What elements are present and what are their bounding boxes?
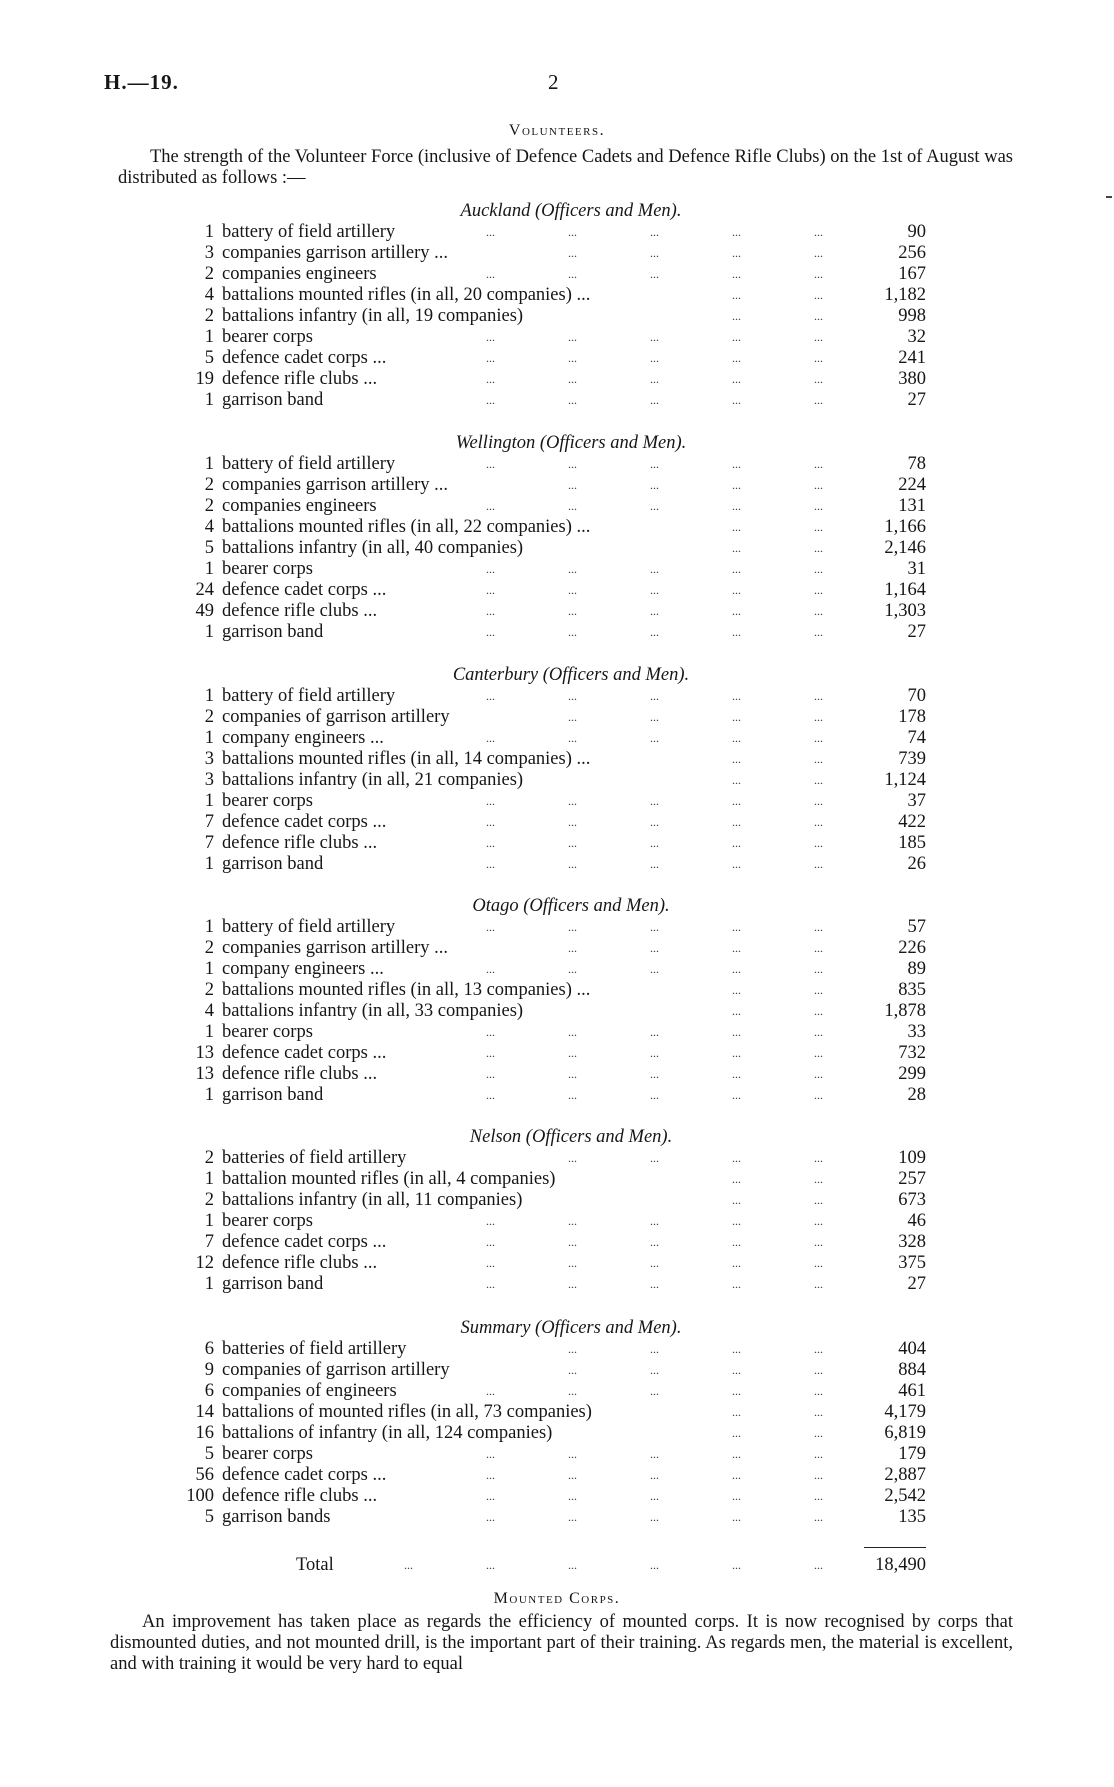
strength-value: 33: [907, 1022, 926, 1042]
strength-value: 57: [907, 917, 926, 937]
table-row: [0, 1064, 1114, 1085]
unit-description: companies garrison artillery ...: [222, 475, 449, 495]
leader-dots: ... ... ... ... ...: [486, 372, 823, 386]
mounted-corps-title: Mounted Corps.: [493, 1590, 621, 1607]
unit-count: 2: [204, 475, 214, 495]
document-code: H.—19.: [104, 70, 179, 94]
unit-count: 1: [204, 622, 214, 642]
table-row: [0, 1507, 1114, 1528]
table-row: [0, 1190, 1114, 1211]
table-row: [0, 306, 1114, 327]
leader-dots: ... ...: [732, 983, 823, 997]
unit-description: battalions infantry (in all, 19 companies): [222, 306, 524, 326]
total-row: [0, 1553, 1114, 1577]
section-heading: Otago (Officers and Men).: [472, 896, 670, 916]
table-row: [0, 601, 1114, 622]
strength-value: 185: [898, 833, 926, 853]
strength-value: 89: [907, 959, 926, 979]
strength-value: 26: [907, 854, 926, 874]
unit-count: 1: [204, 327, 214, 347]
unit-count: 4: [204, 285, 214, 305]
unit-description: defence rifle clubs ...: [222, 1486, 378, 1506]
intro-text: The strength of the Volunteer Force (inclusive of Defence Cadets and Defence Rifle Clubs) on the 1st of August was distributed as follows :—: [118, 147, 1013, 188]
section-0: [0, 200, 1114, 411]
unit-count: 1: [204, 454, 214, 474]
strength-value: 998: [898, 306, 926, 326]
table-row: [0, 1211, 1114, 1232]
strength-value: 28: [907, 1085, 926, 1105]
table-row: [0, 833, 1114, 854]
strength-value: 4,179: [884, 1402, 926, 1422]
table-row: [0, 285, 1114, 306]
table-row: [0, 1148, 1114, 1169]
unit-description: defence cadet corps ...: [222, 812, 387, 832]
table-row: [0, 749, 1114, 770]
unit-count: 4: [204, 1001, 214, 1021]
section-5: [0, 1317, 1114, 1528]
table-row: [0, 1274, 1114, 1295]
unit-description: company engineers ...: [222, 728, 384, 748]
table-row: [0, 791, 1114, 812]
leader-dots: ... ... ... ... ...: [486, 1384, 823, 1398]
leader-dots: ... ...: [732, 520, 823, 534]
leader-dots: ... ... ... ... ...: [486, 962, 823, 976]
unit-description: defence rifle clubs ...: [222, 833, 378, 853]
unit-count: 2: [204, 306, 214, 326]
table-row: [0, 1339, 1114, 1360]
table-row: [0, 348, 1114, 369]
table-row: [0, 222, 1114, 243]
unit-count: 1: [204, 1022, 214, 1042]
strength-value: 37: [907, 791, 926, 811]
unit-count: 14: [195, 1402, 214, 1422]
leader-dots: ... ...: [732, 773, 823, 787]
leader-dots: ... ... ... ... ...: [486, 1214, 823, 1228]
volunteers-title: Volunteers.: [508, 122, 606, 139]
table-row: [0, 980, 1114, 1001]
strength-value: 27: [907, 1274, 926, 1294]
unit-description: defence cadet corps ...: [222, 580, 387, 600]
leader-dots: ... ... ... ...: [568, 1363, 823, 1377]
unit-count: 5: [204, 348, 214, 368]
table-row: [0, 454, 1114, 475]
unit-description: garrison band: [222, 622, 324, 642]
strength-value: 109: [898, 1148, 926, 1168]
unit-count: 4: [204, 517, 214, 537]
strength-value: 167: [898, 264, 926, 284]
table-row: [0, 327, 1114, 348]
section-heading: Canterbury (Officers and Men).: [452, 665, 690, 685]
leader-dots: ... ... ... ...: [568, 1151, 823, 1165]
unit-count: 49: [195, 601, 214, 621]
table-row: [0, 770, 1114, 791]
strength-value: 257: [898, 1169, 926, 1189]
unit-description: defence rifle clubs ...: [222, 369, 378, 389]
unit-count: 1: [204, 959, 214, 979]
unit-count: 24: [195, 580, 214, 600]
unit-count: 12: [195, 1253, 214, 1273]
table-row: [0, 243, 1114, 264]
strength-value: 131: [898, 496, 926, 516]
leader-dots: ... ... ... ... ...: [486, 920, 823, 934]
leader-dots: ... ...: [732, 1426, 823, 1440]
leader-dots: ... ... ... ... ...: [486, 1489, 823, 1503]
unit-description: battalions infantry (in all, 40 companies): [222, 538, 524, 558]
leader-dots: ... ...: [732, 309, 823, 323]
table-row: [0, 812, 1114, 833]
section-4: [0, 1126, 1114, 1295]
table-row: [0, 496, 1114, 517]
leader-dots: ... ... ... ... ...: [486, 499, 823, 513]
unit-count: 5: [204, 538, 214, 558]
strength-value: 224: [898, 475, 926, 495]
leader-dots: ... ... ... ... ...: [486, 562, 823, 576]
table-row: [0, 1232, 1114, 1253]
unit-count: 7: [204, 1232, 214, 1252]
page-number: 2: [548, 70, 559, 94]
unit-description: battery of field artillery: [222, 686, 396, 706]
strength-value: 1,878: [884, 1001, 926, 1021]
table-row: [0, 1423, 1114, 1444]
leader-dots: ... ... ... ... ...: [486, 1046, 823, 1060]
strength-value: 1,164: [884, 580, 926, 600]
table-row: [0, 1486, 1114, 1507]
strength-value: 404: [898, 1339, 926, 1359]
leader-dots: ... ...: [732, 1004, 823, 1018]
leader-dots: ... ... ... ... ...: [486, 794, 823, 808]
unit-count: 9: [204, 1360, 214, 1380]
unit-description: bearer corps: [222, 791, 313, 811]
volunteers-intro: [118, 147, 1013, 189]
unit-count: 19: [195, 369, 214, 389]
unit-description: company engineers ...: [222, 959, 384, 979]
table-row: [0, 1169, 1114, 1190]
unit-count: 1: [204, 390, 214, 410]
strength-value: 299: [898, 1064, 926, 1084]
unit-description: battalions of infantry (in all, 124 companies): [222, 1423, 553, 1443]
unit-description: defence cadet corps ...: [222, 1043, 387, 1063]
strength-value: 673: [898, 1190, 926, 1210]
margin-mark: [1106, 196, 1112, 198]
unit-count: 7: [204, 833, 214, 853]
leader-dots: ... ... ... ... ...: [486, 1025, 823, 1039]
table-row: [0, 517, 1114, 538]
table-row: [0, 1253, 1114, 1274]
leader-dots: ... ... ... ... ...: [486, 836, 823, 850]
section-3: [0, 895, 1114, 1106]
leader-dots: ... ... ... ... ...: [486, 1277, 823, 1291]
total-value: 18,490: [875, 1555, 926, 1575]
unit-count: 3: [204, 749, 214, 769]
leader-dots: ... ... ... ... ...: [486, 1447, 823, 1461]
unit-count: 6: [204, 1381, 214, 1401]
unit-count: 1: [204, 1274, 214, 1294]
unit-count: 2: [204, 707, 214, 727]
unit-description: garrison band: [222, 390, 324, 410]
leader-dots: ... ... ... ... ...: [486, 583, 823, 597]
leader-dots: ... ... ... ... ...: [486, 1235, 823, 1249]
unit-description: defence cadet corps ...: [222, 1232, 387, 1252]
strength-value: 461: [898, 1381, 926, 1401]
leader-dots: ... ... ... ...: [568, 246, 823, 260]
unit-description: garrison band: [222, 1085, 324, 1105]
leader-dots: ... ... ... ... ...: [486, 689, 823, 703]
table-row: [0, 1001, 1114, 1022]
unit-count: 100: [186, 1486, 214, 1506]
strength-value: 178: [898, 707, 926, 727]
strength-value: 135: [898, 1507, 926, 1527]
strength-value: 1,166: [884, 517, 926, 537]
strength-value: 732: [898, 1043, 926, 1063]
unit-description: garrison band: [222, 854, 324, 874]
unit-description: defence cadet corps ...: [222, 1465, 387, 1485]
unit-description: bearer corps: [222, 1444, 313, 1464]
strength-value: 2,146: [884, 538, 926, 558]
table-row: [0, 369, 1114, 390]
strength-value: 2,542: [884, 1486, 926, 1506]
strength-value: 179: [898, 1444, 926, 1464]
section-heading: Nelson (Officers and Men).: [469, 1127, 673, 1147]
unit-description: battalions mounted rifles (in all, 14 companies) ...: [222, 749, 591, 769]
table-row: [0, 938, 1114, 959]
unit-count: 56: [195, 1465, 214, 1485]
unit-description: defence rifle clubs ...: [222, 1064, 378, 1084]
unit-count: 2: [204, 1148, 214, 1168]
unit-description: garrison bands: [222, 1507, 331, 1527]
strength-value: 226: [898, 938, 926, 958]
strength-value: 70: [907, 686, 926, 706]
leader-dots: ... ... ... ...: [568, 710, 823, 724]
strength-value: 884: [898, 1360, 926, 1380]
table-row: [0, 707, 1114, 728]
table-row: [0, 854, 1114, 875]
unit-description: bearer corps: [222, 1022, 313, 1042]
section-2: [0, 664, 1114, 875]
strength-value: 31: [907, 559, 926, 579]
unit-count: 5: [204, 1444, 214, 1464]
unit-description: bearer corps: [222, 327, 313, 347]
unit-description: bearer corps: [222, 1211, 313, 1231]
leader-dots: ... ... ... ... ...: [486, 815, 823, 829]
table-row: [0, 1360, 1114, 1381]
unit-count: 7: [204, 812, 214, 832]
unit-count: 3: [204, 770, 214, 790]
strength-value: 32: [907, 327, 926, 347]
unit-description: battalion mounted rifles (in all, 4 companies): [222, 1169, 556, 1189]
leader-dots: ... ...: [732, 752, 823, 766]
total-rule: [864, 1547, 926, 1548]
strength-value: 78: [907, 454, 926, 474]
leader-dots: ... ...: [732, 1193, 823, 1207]
table-row: [0, 475, 1114, 496]
mounted-corps-paragraph: [110, 1612, 1013, 1675]
unit-description: companies engineers: [222, 264, 377, 284]
table-row: [0, 580, 1114, 601]
unit-description: garrison band: [222, 1274, 324, 1294]
strength-value: 739: [898, 749, 926, 769]
leader-dots: ... ... ... ... ...: [486, 1468, 823, 1482]
table-row: [0, 264, 1114, 285]
unit-description: battalions infantry (in all, 11 companies): [222, 1190, 523, 1210]
strength-value: 328: [898, 1232, 926, 1252]
leader-dots: ... ... ... ... ...: [486, 1256, 823, 1270]
section-heading: Wellington (Officers and Men).: [455, 433, 687, 453]
table-row: [0, 917, 1114, 938]
leader-dots: ... ... ... ... ...: [486, 1067, 823, 1081]
unit-description: battery of field artillery: [222, 917, 396, 937]
unit-count: 1: [204, 1169, 214, 1189]
leader-dots: ... ...: [732, 541, 823, 555]
table-row: [0, 1381, 1114, 1402]
leader-dots: ... ... ... ...: [568, 941, 823, 955]
leader-dots: ... ... ... ... ... ...: [404, 1558, 823, 1572]
unit-description: defence rifle clubs ...: [222, 1253, 378, 1273]
section-heading: Auckland (Officers and Men).: [460, 201, 682, 221]
table-row: [0, 538, 1114, 559]
strength-value: 74: [907, 728, 926, 748]
strength-value: 1,182: [884, 285, 926, 305]
unit-count: 1: [204, 728, 214, 748]
unit-description: companies garrison artillery ...: [222, 243, 449, 263]
table-row: [0, 559, 1114, 580]
total-label: Total: [296, 1555, 334, 1575]
mounted-corps-text: An improvement has taken place as regards the efficiency of mounted corps. It is now recognised by corps that dismounted duties, and not mounted drill, is the important part of their training. As regards men, the material is excellent, and with training it would be very hard to equal: [110, 1612, 1013, 1674]
leader-dots: ... ...: [732, 1172, 823, 1186]
unit-count: 1: [204, 1085, 214, 1105]
table-row: [0, 1022, 1114, 1043]
table-row: [0, 1402, 1114, 1423]
unit-description: battery of field artillery: [222, 454, 396, 474]
leader-dots: ... ... ... ... ...: [486, 351, 823, 365]
strength-value: 27: [907, 622, 926, 642]
table-row: [0, 686, 1114, 707]
unit-description: battalions infantry (in all, 21 companies): [222, 770, 524, 790]
section-heading: Summary (Officers and Men).: [460, 1318, 682, 1338]
unit-description: companies of garrison artillery: [222, 1360, 450, 1380]
leader-dots: ... ... ... ... ...: [486, 393, 823, 407]
leader-dots: ... ... ... ... ...: [486, 625, 823, 639]
strength-value: 1,124: [884, 770, 926, 790]
unit-description: battalions mounted rifles (in all, 20 companies) ...: [222, 285, 591, 305]
unit-count: 2: [204, 1190, 214, 1210]
unit-count: 13: [195, 1064, 214, 1084]
unit-description: battalions of mounted rifles (in all, 73 companies): [222, 1402, 592, 1422]
unit-count: 1: [204, 791, 214, 811]
unit-count: 6: [204, 1339, 214, 1359]
unit-count: 1: [204, 1211, 214, 1231]
unit-count: 1: [204, 686, 214, 706]
leader-dots: ... ... ... ... ...: [486, 225, 823, 239]
unit-count: 2: [204, 496, 214, 516]
section-1: [0, 432, 1114, 643]
leader-dots: ... ... ... ...: [568, 1342, 823, 1356]
unit-count: 3: [204, 243, 214, 263]
strength-value: 835: [898, 980, 926, 1000]
strength-value: 422: [898, 812, 926, 832]
unit-description: battalions mounted rifles (in all, 22 companies) ...: [222, 517, 591, 537]
unit-count: 1: [204, 917, 214, 937]
leader-dots: ... ...: [732, 1405, 823, 1419]
unit-count: 5: [204, 1507, 214, 1527]
strength-value: 46: [907, 1211, 926, 1231]
strength-value: 27: [907, 390, 926, 410]
strength-value: 90: [907, 222, 926, 242]
unit-description: battery of field artillery: [222, 222, 396, 242]
leader-dots: ... ... ... ... ...: [486, 604, 823, 618]
unit-description: battalions infantry (in all, 33 companies): [222, 1001, 524, 1021]
unit-description: companies garrison artillery ...: [222, 938, 449, 958]
table-row: [0, 728, 1114, 749]
strength-value: 256: [898, 243, 926, 263]
unit-count: 2: [204, 980, 214, 1000]
leader-dots: ... ... ... ... ...: [486, 1510, 823, 1524]
leader-dots: ... ... ... ... ...: [486, 267, 823, 281]
unit-description: companies of garrison artillery: [222, 707, 450, 727]
leader-dots: ... ... ... ... ...: [486, 731, 823, 745]
leader-dots: ... ... ... ... ...: [486, 330, 823, 344]
unit-count: 16: [195, 1423, 214, 1443]
strength-value: 241: [898, 348, 926, 368]
table-row: [0, 390, 1114, 411]
leader-dots: ... ... ... ... ...: [486, 457, 823, 471]
unit-description: defence cadet corps ...: [222, 348, 387, 368]
strength-value: 6,819: [884, 1423, 926, 1443]
unit-count: 2: [204, 264, 214, 284]
strength-value: 380: [898, 369, 926, 389]
leader-dots: ... ...: [732, 288, 823, 302]
unit-count: 13: [195, 1043, 214, 1063]
unit-description: batteries of field artillery: [222, 1148, 407, 1168]
table-row: [0, 1043, 1114, 1064]
strength-value: 2,887: [884, 1465, 926, 1485]
unit-description: companies engineers: [222, 496, 377, 516]
unit-description: bearer corps: [222, 559, 313, 579]
unit-description: battalions mounted rifles (in all, 13 companies) ...: [222, 980, 591, 1000]
table-row: [0, 959, 1114, 980]
unit-count: 1: [204, 854, 214, 874]
leader-dots: ... ... ... ... ...: [486, 1088, 823, 1102]
unit-description: companies of engineers: [222, 1381, 397, 1401]
unit-count: 2: [204, 938, 214, 958]
table-row: [0, 1465, 1114, 1486]
table-row: [0, 1444, 1114, 1465]
table-row: [0, 1085, 1114, 1106]
unit-description: defence rifle clubs ...: [222, 601, 378, 621]
table-row: [0, 622, 1114, 643]
strength-value: 375: [898, 1253, 926, 1273]
unit-description: batteries of field artillery: [222, 1339, 407, 1359]
strength-value: 1,303: [884, 601, 926, 621]
unit-count: 1: [204, 559, 214, 579]
leader-dots: ... ... ... ... ...: [486, 857, 823, 871]
leader-dots: ... ... ... ...: [568, 478, 823, 492]
unit-count: 1: [204, 222, 214, 242]
